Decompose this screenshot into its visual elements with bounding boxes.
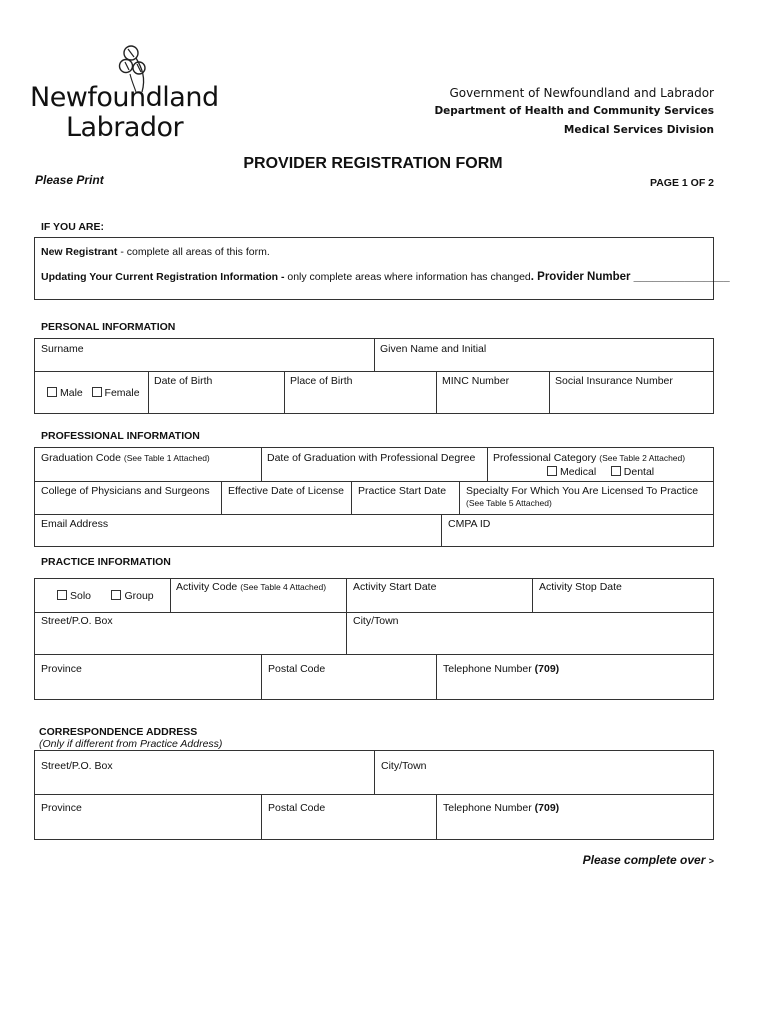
activity-stop-field[interactable]: Activity Stop Date: [539, 581, 622, 593]
date-of-birth-field[interactable]: Date of Birth: [154, 375, 213, 387]
activity-code-field[interactable]: [176, 581, 326, 593]
correspondence-city-field[interactable]: City/Town: [381, 760, 427, 772]
dental-label: Dental: [623, 466, 655, 478]
solo-checkbox[interactable]: [57, 590, 67, 600]
professional-category-note: (See Table 2 Attached): [599, 453, 686, 463]
female-label: Female: [104, 387, 140, 399]
practice-street-field[interactable]: Street/P.O. Box: [41, 615, 113, 627]
correspondence-subheading: (Only if different from Practice Address): [39, 738, 223, 750]
college-field[interactable]: College of Physicians and Surgeons: [41, 485, 210, 497]
cmpa-id-field[interactable]: CMPA ID: [448, 518, 491, 530]
if-you-are-heading: IF YOU ARE:: [41, 221, 105, 233]
practice-start-field[interactable]: Practice Start Date: [358, 485, 447, 497]
new-registrant-text: - complete all areas of this form.: [117, 246, 270, 258]
dental-checkbox[interactable]: [611, 466, 621, 476]
professional-category-label: Professional Category: [493, 452, 597, 464]
government-name: Government of Newfoundland and Labrador: [449, 86, 714, 100]
continue-arrow-icon: >: [708, 856, 714, 866]
correspondence-province-field[interactable]: Province: [41, 802, 82, 814]
male-checkbox[interactable]: [47, 387, 57, 397]
new-registrant-line: [41, 246, 270, 258]
continue-over-note: [583, 853, 714, 867]
practice-phone-field[interactable]: [443, 663, 559, 675]
practice-info-box: [34, 578, 714, 700]
graduation-code-field[interactable]: [41, 452, 210, 464]
division-name: Medical Services Division: [563, 124, 714, 136]
personal-info-box: [34, 338, 714, 414]
logo-word-newfoundland: Newfoundland: [30, 82, 219, 113]
continue-over-text: Please complete over: [582, 853, 706, 867]
minc-number-field[interactable]: MINC Number: [442, 375, 510, 387]
email-field[interactable]: Email Address: [41, 518, 109, 530]
practice-postal-field[interactable]: Postal Code: [268, 663, 326, 675]
logo-word-labrador: Labrador: [66, 112, 184, 143]
medical-checkbox[interactable]: [547, 466, 557, 476]
activity-start-field[interactable]: Activity Start Date: [353, 581, 437, 593]
personal-info-heading: PERSONAL INFORMATION: [41, 321, 176, 333]
updating-label: Updating Your Current Registration Information -: [41, 271, 285, 283]
graduation-code-note: (See Table 1 Attached): [123, 453, 210, 463]
professional-category-field: [493, 452, 685, 464]
place-of-birth-field[interactable]: Place of Birth: [290, 375, 353, 387]
correspondence-area-code: (709): [534, 802, 560, 814]
practice-phone-label: Telephone Number: [443, 663, 532, 675]
correspondence-street-field[interactable]: Street/P.O. Box: [41, 760, 113, 772]
professional-info-box: [34, 447, 714, 547]
female-checkbox[interactable]: [92, 387, 102, 397]
group-label: Group: [124, 590, 154, 602]
activity-code-label: Activity Code: [176, 581, 238, 593]
surname-field[interactable]: Surname: [41, 343, 84, 355]
specialty-note: (See Table 5 Attached): [466, 498, 552, 508]
please-print-note: Please Print: [35, 173, 104, 187]
professional-info-heading: PROFESSIONAL INFORMATION: [41, 430, 200, 442]
correspondence-box: [34, 750, 714, 840]
specialty-field[interactable]: Specialty For Which You Are Licensed To Practice: [466, 485, 699, 497]
correspondence-postal-field[interactable]: Postal Code: [268, 802, 326, 814]
given-name-field[interactable]: Given Name and Initial: [380, 343, 487, 355]
practice-province-field[interactable]: Province: [41, 663, 82, 675]
medical-label: Medical: [560, 466, 597, 478]
updating-text: only complete areas where information has changed: [284, 271, 531, 283]
sin-field[interactable]: Social Insurance Number: [555, 375, 673, 387]
correspondence-heading: CORRESPONDENCE ADDRESS: [39, 726, 198, 738]
form-title: PROVIDER REGISTRATION FORM: [243, 155, 503, 172]
practice-type-options: [57, 590, 154, 602]
correspondence-phone-field[interactable]: [443, 802, 559, 814]
male-label: Male: [60, 387, 83, 399]
graduation-code-label: Graduation Code: [41, 452, 121, 464]
province-logo: [30, 44, 220, 144]
effective-date-field[interactable]: Effective Date of License: [228, 485, 344, 497]
new-registrant-label: New Registrant: [41, 246, 118, 258]
graduation-date-field[interactable]: Date of Graduation with Professional Degree: [267, 452, 476, 464]
practice-city-field[interactable]: City/Town: [353, 615, 399, 627]
practice-area-code: (709): [534, 663, 560, 675]
updating-line: [41, 271, 730, 283]
category-options: [547, 466, 654, 478]
sex-options: [47, 387, 140, 399]
page-number: PAGE 1 OF 2: [650, 177, 714, 189]
if-you-are-box: [34, 237, 730, 300]
department-name: Department of Health and Community Services: [434, 105, 714, 117]
practice-info-heading: PRACTICE INFORMATION: [41, 556, 171, 568]
correspondence-phone-label: Telephone Number: [443, 802, 532, 814]
activity-code-note: (See Table 4 Attached): [240, 582, 327, 592]
provider-number-field[interactable]: . Provider Number _______________: [530, 271, 730, 283]
solo-label: Solo: [70, 590, 92, 602]
group-checkbox[interactable]: [111, 590, 121, 600]
